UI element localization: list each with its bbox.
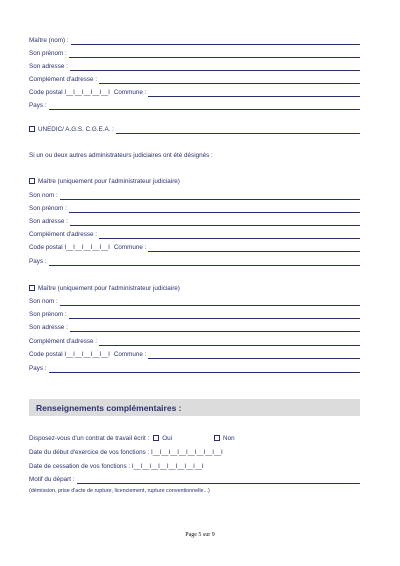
complement-row	[29, 74, 360, 84]
unedic-field[interactable]	[116, 127, 360, 134]
oui-checkbox[interactable]	[153, 435, 159, 441]
maitre-3-label: Maître (uniquement pour l'administrateur judiciaire)	[38, 285, 180, 292]
son-prenom-field[interactable]	[69, 51, 360, 58]
son-adresse-2-row	[29, 216, 360, 226]
son-nom-2-field[interactable]	[60, 193, 360, 200]
unedic-label: UNEDIC/ A.G.S. C.G.E.A. :	[38, 126, 114, 133]
son-adresse-2-field[interactable]	[70, 219, 360, 226]
son-prenom-2-label: Son prénom :	[29, 205, 67, 212]
son-nom-3-field[interactable]	[60, 299, 360, 306]
commune-2-label: Commune :	[113, 244, 147, 251]
son-prenom-3-row	[29, 309, 360, 319]
son-adresse-3-row	[29, 322, 360, 332]
son-adresse-row	[29, 61, 360, 71]
pays-3-label: Pays :	[29, 365, 47, 372]
pays-3-field[interactable]	[49, 366, 361, 373]
son-nom-2-label: Son nom :	[29, 192, 58, 199]
complement-3-field[interactable]	[99, 339, 360, 346]
son-adresse-label: Son adresse :	[29, 63, 68, 70]
son-nom-2-row	[29, 190, 360, 200]
code-postal-3-label[interactable]: Code postal I__I__I__I__I__I	[29, 351, 110, 358]
pays-3-row	[29, 363, 360, 373]
code-postal-row	[29, 87, 360, 97]
code-postal-2-row	[29, 242, 360, 252]
unedic-checkbox[interactable]	[29, 126, 35, 132]
code-postal-3-row	[29, 349, 360, 359]
motif-note: (démission, prise d'acte de rupture, licenciement, rupture conventionnelle...)	[29, 488, 210, 494]
motif-label: Motif du départ :	[29, 476, 75, 483]
complement-3-label: Complément d'adresse :	[29, 338, 98, 345]
complement-2-row	[29, 229, 360, 239]
maitre-nom-label: Maître (nom) :	[29, 37, 69, 44]
commune-3-label: Commune :	[113, 351, 147, 358]
contrat-row	[29, 433, 235, 443]
motif-row	[29, 474, 360, 484]
pays-2-row	[29, 256, 360, 266]
date-debut-row	[29, 447, 360, 457]
son-adresse-3-field[interactable]	[70, 325, 360, 332]
section-header	[29, 399, 360, 416]
pays-2-field[interactable]	[49, 259, 361, 266]
date-debut-label[interactable]: Date du début d'exercice de vos fonctions : I__I__I__I__I__I__I__I__I	[29, 449, 223, 456]
unedic-row	[29, 124, 360, 134]
autres-admin-text: Si un ou deux autres administrateurs judiciaires ont été désignés :	[29, 152, 213, 159]
non-label: Non	[223, 435, 235, 442]
complement-2-label: Complément d'adresse :	[29, 231, 98, 238]
complement-label: Complément d'adresse :	[29, 76, 98, 83]
son-nom-3-label: Son nom :	[29, 298, 58, 305]
maitre-2-label: Maître (uniquement pour l'administrateur judiciaire)	[38, 178, 180, 185]
contrat-label: Disposez-vous d'un contrat de travail écrit :	[29, 435, 150, 442]
son-prenom-3-label: Son prénom :	[29, 311, 67, 318]
son-adresse-2-label: Son adresse :	[29, 218, 68, 225]
maitre-2-row	[29, 176, 360, 186]
commune-2-field[interactable]	[148, 245, 360, 252]
date-cessation-label[interactable]: Date de cessation de vos fonctions : I__I__I__I__I__I__I__I__I	[29, 463, 204, 470]
complement-3-row	[29, 336, 360, 346]
pays-label: Pays :	[29, 102, 47, 109]
son-nom-3-row	[29, 296, 360, 306]
code-postal-label[interactable]: Code postal I__I__I__I__I__I	[29, 89, 110, 96]
maitre-2-checkbox[interactable]	[29, 178, 35, 184]
pays-field[interactable]	[49, 103, 361, 110]
complement-2-field[interactable]	[99, 232, 360, 239]
maitre-3-checkbox[interactable]	[29, 285, 35, 291]
son-prenom-2-row	[29, 203, 360, 213]
son-adresse-3-label: Son adresse :	[29, 324, 68, 331]
son-prenom-2-field[interactable]	[69, 206, 360, 213]
maitre-3-row	[29, 283, 360, 293]
commune-field[interactable]	[148, 90, 360, 97]
son-adresse-field[interactable]	[70, 64, 360, 71]
commune-label: Commune :	[113, 89, 147, 96]
maitre-nom-row	[29, 35, 360, 45]
pays-2-label: Pays :	[29, 258, 47, 265]
maitre-nom-field[interactable]	[71, 38, 360, 45]
son-prenom-label: Son prénom :	[29, 50, 67, 57]
son-prenom-3-field[interactable]	[69, 312, 360, 319]
pays-row	[29, 100, 360, 110]
page-footer: Page 5 sur 9	[185, 532, 215, 538]
complement-field[interactable]	[99, 77, 360, 84]
code-postal-2-label[interactable]: Code postal I__I__I__I__I__I	[29, 244, 110, 251]
non-checkbox[interactable]	[214, 435, 220, 441]
motif-field[interactable]	[77, 477, 360, 484]
date-cessation-row	[29, 461, 360, 471]
oui-label: Oui	[162, 435, 173, 442]
section-title: Renseignements complémentaires :	[36, 403, 182, 413]
commune-3-field[interactable]	[148, 352, 360, 359]
son-prenom-row	[29, 48, 360, 58]
